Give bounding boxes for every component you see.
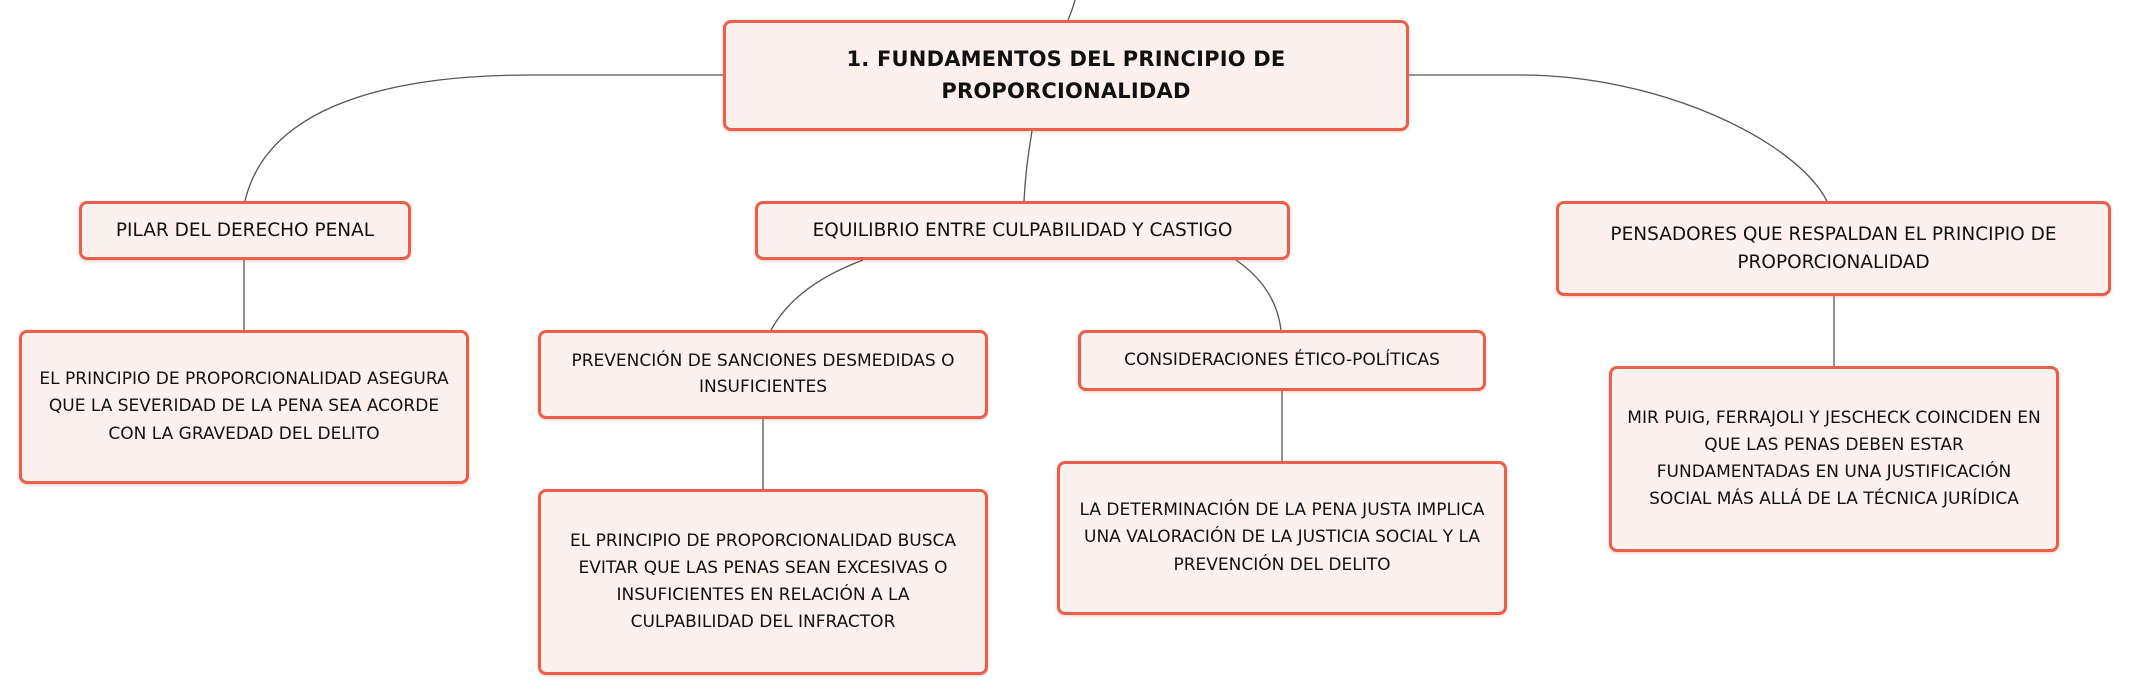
- subtopic-consideraciones-etico-politicas[interactable]: CONSIDERACIONES ÉTICO-POLÍTICAS: [1078, 330, 1486, 391]
- detail-pilar-derecho-penal[interactable]: EL PRINCIPIO DE PROPORCIONALIDAD ASEGURA QUE LA SEVERIDAD DE LA PENA SEA ACORDE CON LA GRAVEDAD DEL DELITO: [19, 330, 469, 484]
- detail-pensadores[interactable]: MIR PUIG, FERRAJOLI Y JESCHECK COINCIDEN EN QUE LAS PENAS DEBEN ESTAR FUNDAMENTADAS EN UNA JUSTIFICACIÓN SOCIAL MÁS ALLÁ DE LA TÉCNICA JURÍDICA: [1609, 366, 2059, 552]
- connector-equilibrio-to-prevencion: [771, 260, 863, 330]
- connector-root-to-equilibrio: [1024, 131, 1032, 201]
- detail-prevencion-sanciones[interactable]: EL PRINCIPIO DE PROPORCIONALIDAD BUSCA EVITAR QUE LAS PENAS SEAN EXCESIVAS O INSUFICIENTES EN RELACIÓN A LA CULPABILIDAD DEL INFRACTOR: [538, 489, 988, 675]
- topic-pensadores[interactable]: PENSADORES QUE RESPALDAN EL PRINCIPIO DE PROPORCIONALIDAD: [1556, 201, 2111, 296]
- connector-equilibrio-to-consideraciones: [1236, 260, 1281, 330]
- connector-root-to-pensadores: [1409, 75, 1827, 201]
- detail-consideraciones-etico-politicas[interactable]: LA DETERMINACIÓN DE LA PENA JUSTA IMPLICA UNA VALORACIÓN DE LA JUSTICIA SOCIAL Y LA PREVENCIÓN DEL DELITO: [1057, 461, 1507, 615]
- subtopic-prevencion-sanciones[interactable]: PREVENCIÓN DE SANCIONES DESMEDIDAS O INSUFICIENTES: [538, 330, 988, 419]
- topic-pilar-derecho-penal[interactable]: PILAR DEL DERECHO PENAL: [79, 201, 411, 260]
- root-topic[interactable]: 1. FUNDAMENTOS DEL PRINCIPIO DE PROPORCIONALIDAD: [723, 20, 1409, 131]
- connector-root-to-pilar: [245, 75, 723, 201]
- topic-equilibrio-culpabilidad-castigo[interactable]: EQUILIBRIO ENTRE CULPABILIDAD Y CASTIGO: [755, 201, 1290, 260]
- connector-root-parent: [1068, 0, 1075, 20]
